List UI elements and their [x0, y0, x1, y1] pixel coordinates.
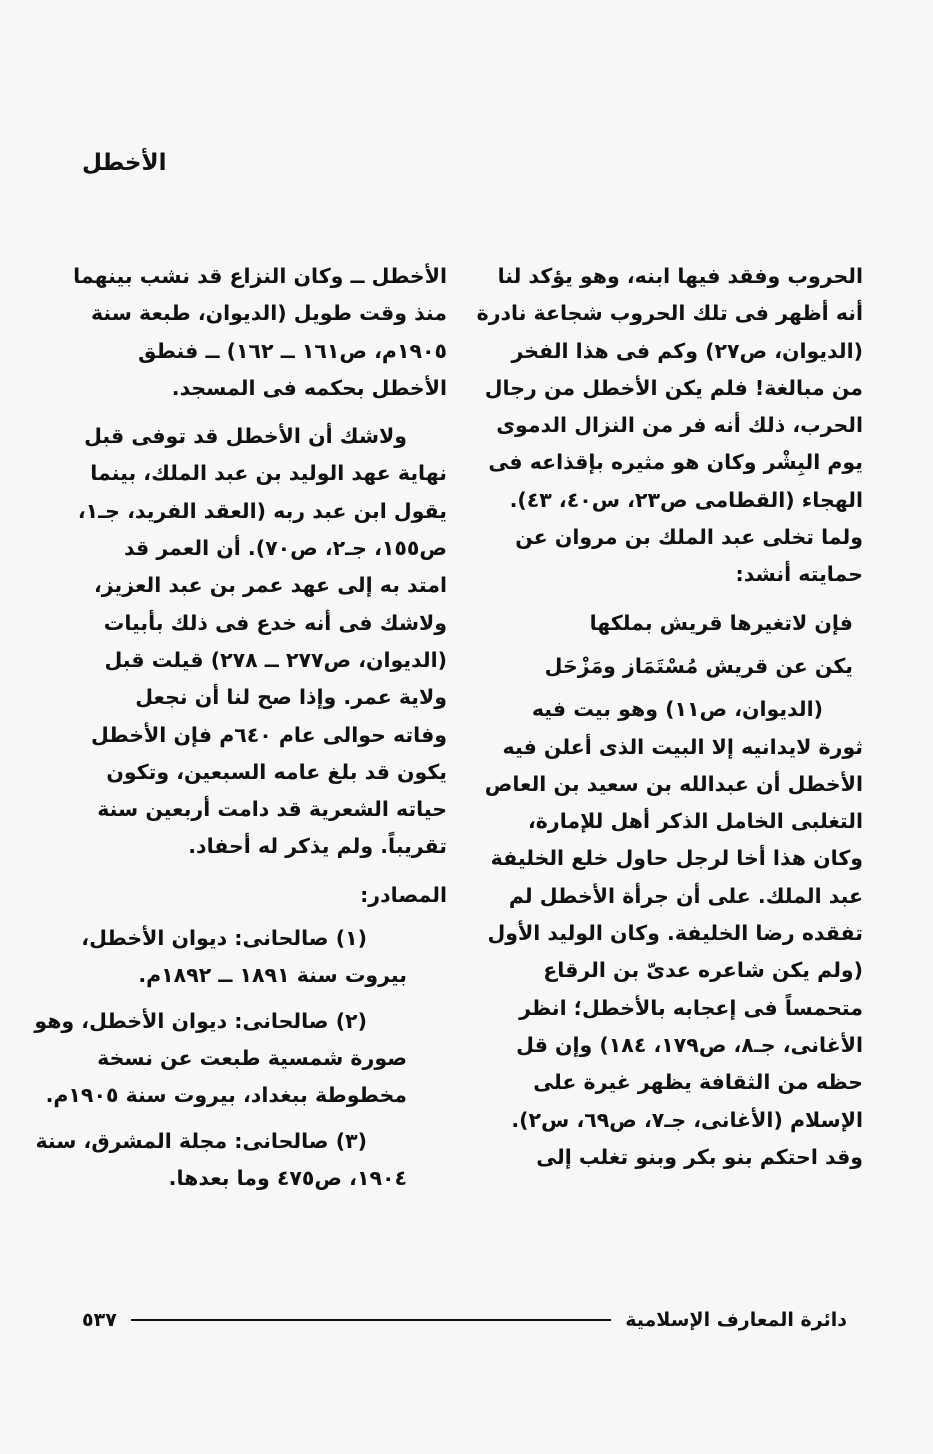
text-line: متحمساً فى إعجابه بالأخطل؛ انظر	[519, 995, 863, 1020]
left-column	[34, 258, 447, 1205]
text-line: حياته الشعرية قد دامت أربعين سنة	[97, 797, 447, 822]
right-column	[476, 258, 863, 1187]
text-line: امتد به إلى عهد عمر بن عبد العزيز،	[93, 573, 447, 598]
text-line: أنه أظهر فى تلك الحروب شجاعة نادرة	[476, 301, 863, 326]
sources-heading: المصادر:	[360, 882, 447, 907]
text-line: يكون قد بلغ عامه السبعين، وتكون	[106, 759, 447, 784]
source-item	[34, 1003, 447, 1115]
publication-title: دائرة المعارف الإسلامية	[625, 1309, 847, 1331]
text-line: الحرب، ذلك أنه فر من النزال الدموى	[496, 413, 863, 438]
text-line: (الديوان، ص١١) وهو بيت فيه	[531, 697, 823, 722]
text-line: الأخطل بحكمه فى المسجد.	[171, 375, 447, 400]
text-line: الإسلام (الأغانى، جـ٧، ص٦٩، س٢).	[511, 1107, 863, 1132]
source-item	[35, 1123, 447, 1198]
page-title: الأخطل	[82, 150, 167, 176]
text-line: وقد احتكم بنو بكر وبنو تغلب إلى	[536, 1144, 863, 1169]
text-line: الهجاء (القطامى ص٢٣، س٤٠، ٤٣).	[509, 487, 863, 512]
sources-list	[34, 920, 447, 1197]
text-line: الأخطل أن عبدالله بن سعيد بن العاص	[484, 771, 863, 796]
text-line: ولاشك أن الأخطل قد توفى قبل	[84, 424, 407, 449]
text-line: الحروب وفقد فيها ابنه، وهو يؤكد لنا	[497, 264, 863, 288]
text-line: تفقده رضا الخليفة. وكان الوليد الأول	[487, 921, 863, 946]
text-line: تقريباً. ولم يذكر له أحفاد.	[188, 834, 447, 859]
text-line: (الديوان، ص٢٧) وكم فى هذا الفخر	[511, 338, 863, 363]
text-line: وفاته حوالى عام ٦٤٠م فإن الأخطل	[90, 722, 447, 747]
source-item	[82, 920, 447, 995]
text-line: (٢) صالحانى: ديوان الأخطل، وهو	[34, 1008, 367, 1033]
text-line: ولما تخلى عبد الملك بن مروان عن	[515, 525, 863, 550]
verse-line-2: يكن عن قريش مُسْتَمَاز ومَزْحَل	[544, 653, 853, 678]
text-line: (ولم يكن شاعره عدىّ بن الرقاع	[543, 958, 863, 983]
page-number: ٥٣٧	[82, 1309, 117, 1331]
text-line: (٣) صالحانى: مجلة المشرق، سنة	[35, 1128, 367, 1153]
text-line: (١) صالحانى: ديوان الأخطل،	[81, 926, 367, 951]
text-line: التغلبى الخامل الذكر أهل للإمارة،	[528, 809, 863, 834]
text-line: ص١٥٥، جـ٢، ص٧٠). أن العمر قد	[123, 536, 447, 561]
text-line: من مبالغة! فلم يكن الأخطل من رجال	[484, 375, 863, 400]
text-line: ولاية عمر. وإذا صح لنا أن نجعل	[135, 685, 447, 710]
text-line: مخطوطة ببغداد، بيروت سنة ١٩٠٥م.	[45, 1083, 407, 1108]
text-line: وكان هذا أخا لرجل حاول خلع الخليفة	[490, 846, 863, 871]
text-line: حظه من الثقافة يظهر غيرة على	[533, 1070, 863, 1095]
text-line: الأغانى، جـ٨، ص١٧٩، ١٨٤) وإن قل	[516, 1032, 863, 1057]
text-line: (الديوان، ص٢٧٧ ــ ٢٧٨) قيلت قبل	[104, 647, 447, 672]
paragraph-death	[77, 418, 447, 866]
text-line: بيروت سنة ١٨٩١ ــ ١٨٩٢م.	[138, 963, 407, 988]
text-line: حمايته أنشد:	[735, 562, 863, 587]
text-line: عبد الملك. على أن جرأة الأخطل لم	[508, 883, 863, 908]
paragraph-verse-commentary	[484, 691, 863, 1176]
text-line: الأخطل ــ وكان النزاع قد نشب بينهما	[73, 264, 447, 288]
paragraph-continuation	[476, 258, 863, 594]
page-footer	[82, 1305, 847, 1335]
text-line: ثورة لايدانيه إلا البيت الذى أعلن فيه	[502, 734, 863, 759]
text-line: يقول ابن عبد ربه (العقد الفريد، جـ١،	[77, 498, 447, 523]
text-line: صورة شمسية طبعت عن نسخة	[97, 1045, 407, 1070]
text-line: يوم البِشْر وكان هو مثيره بإقذاعه فى	[488, 450, 863, 475]
footer-rule	[131, 1319, 611, 1321]
text-line: نهاية عهد الوليد بن عبد الملك، بينما	[90, 461, 447, 486]
paragraph-arbitration	[73, 258, 447, 407]
text-line: ولاشك فى أنه خدع فى ذلك بأبيات	[103, 610, 447, 635]
text-line: ١٩٠٤، ص٤٧٥ وما بعدها.	[168, 1165, 407, 1190]
text-line: ١٩٠٥م، ص١٦١ ــ ١٦٢) ــ فنطق	[138, 338, 447, 363]
text-line: منذ وقت طويل (الديوان، طبعة سنة	[90, 301, 447, 326]
verse-line-1: فإن لاتغيرها قريش بملكها	[589, 610, 853, 635]
